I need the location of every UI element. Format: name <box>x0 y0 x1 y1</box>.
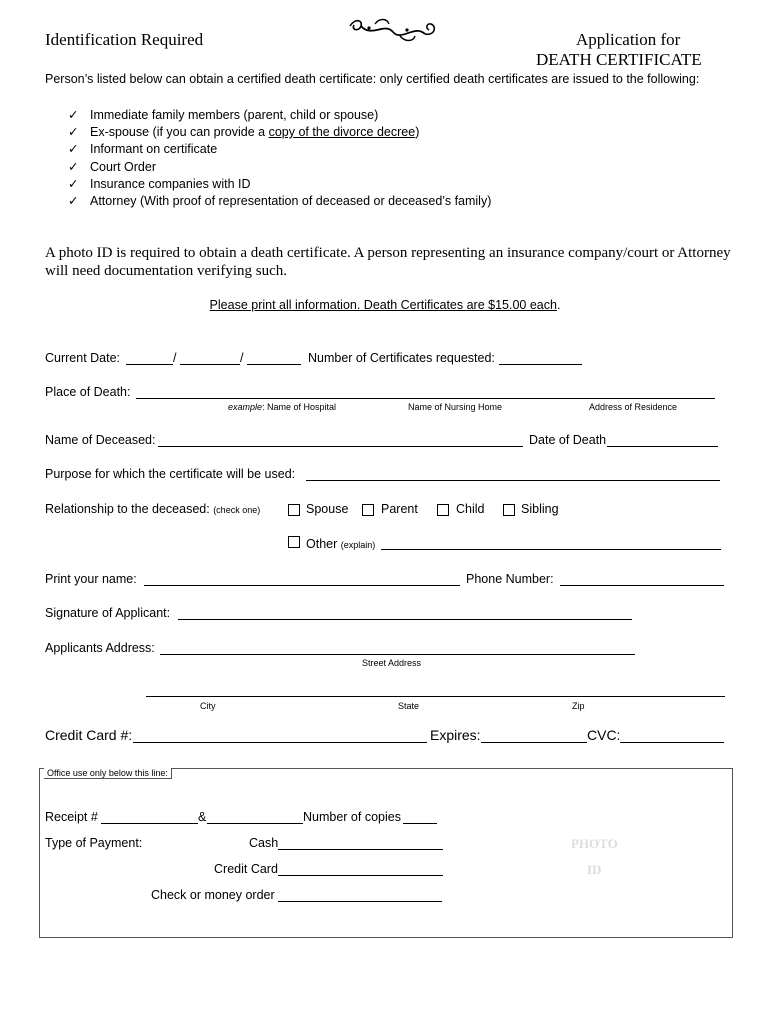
parent-option-label: Parent <box>381 502 418 516</box>
list-item: ✓ Attorney (With proof of representation of deceased or deceased’s family) <box>68 193 492 208</box>
office-use-label: Office use only below this line: <box>44 768 172 779</box>
cvc-label: CVC: <box>587 727 621 743</box>
credit-card-payment-label: Credit Card <box>214 862 278 876</box>
payment-type-label: Type of Payment: <box>45 836 143 850</box>
parent-checkbox[interactable] <box>362 504 374 516</box>
other-explain-field[interactable] <box>381 549 721 550</box>
child-checkbox[interactable] <box>437 504 449 516</box>
date-day-field[interactable] <box>180 364 240 365</box>
place-hint-nursing-home: Name of Nursing Home <box>408 402 503 412</box>
receipt-second-field[interactable] <box>207 823 303 824</box>
divorce-decree-link[interactable]: copy of the divorce decree <box>268 125 416 140</box>
list-item: ✓ Court Order <box>68 159 156 174</box>
print-name-label: Print your name: <box>45 572 137 586</box>
deceased-name-label: Name of Deceased: <box>45 433 156 447</box>
credit-card-label: Credit Card #: <box>45 727 133 743</box>
check-mark-icon: ✓ <box>68 142 79 157</box>
expires-field[interactable] <box>481 742 587 743</box>
check-money-order-field[interactable] <box>278 901 442 902</box>
cvc-field[interactable] <box>620 742 724 743</box>
intro-text: Person’s listed below can obtain a certified death certificate: only certified death certificates are issued to the following: <box>45 72 700 86</box>
receipt-label: Receipt # <box>45 810 98 824</box>
num-certificates-field[interactable] <box>499 364 582 365</box>
eligibility-checklist <box>68 107 491 210</box>
signature-field[interactable] <box>178 619 632 620</box>
other-option-label: Other (explain) <box>306 537 376 551</box>
photo-id-placeholder-line2: ID <box>587 862 602 877</box>
deceased-name-field[interactable] <box>158 446 523 447</box>
place-of-death-label: Place of Death: <box>45 385 131 399</box>
date-separator: / <box>173 351 177 365</box>
place-hint-residence: Address of Residence <box>589 402 678 412</box>
relationship-label: Relationship to the deceased: (check one) <box>45 502 261 516</box>
current-date-label: Current Date: <box>45 351 121 365</box>
photo-id-placeholder-line1: PHOTO <box>571 836 618 851</box>
date-of-death-label: Date of Death <box>529 433 607 447</box>
check-mark-icon: ✓ <box>68 108 79 122</box>
expires-label: Expires: <box>430 727 481 743</box>
purpose-field[interactable] <box>306 480 720 481</box>
street-address-field[interactable] <box>160 654 635 655</box>
print-notice: Please print all information. Death Certificates are $15.00 each. <box>209 298 561 312</box>
purpose-label: Purpose for which the certificate will be used: <box>45 467 296 481</box>
num-certificates-label: Number of Certificates requested: <box>308 351 495 365</box>
sibling-checkbox[interactable] <box>503 504 515 516</box>
city-state-zip-field[interactable] <box>146 696 725 697</box>
state-hint: State <box>398 701 420 711</box>
sibling-option-label: Sibling <box>521 502 559 516</box>
signature-label: Signature of Applicant: <box>45 606 171 620</box>
receipt-field[interactable] <box>101 823 198 824</box>
spouse-checkbox[interactable] <box>288 504 300 516</box>
ampersand: & <box>198 810 207 824</box>
credit-card-payment-field[interactable] <box>278 875 443 876</box>
address-label: Applicants Address: <box>45 641 155 655</box>
scroll-ornament-icon <box>345 16 440 46</box>
cash-field[interactable] <box>278 849 443 850</box>
print-name-field[interactable] <box>144 585 460 586</box>
place-of-death-field[interactable] <box>136 398 715 399</box>
zip-hint: Zip <box>572 701 585 711</box>
header-right-title-line2: DEATH CERTIFICATE <box>536 50 702 69</box>
phone-number-field[interactable] <box>560 585 724 586</box>
date-month-field[interactable] <box>126 364 173 365</box>
number-of-copies-label: Number of copies <box>303 810 401 824</box>
child-option-label: Child <box>456 502 485 516</box>
other-checkbox[interactable] <box>288 536 300 548</box>
header-right-title-line1: Application for <box>576 30 681 49</box>
list-item: ✓ Ex-spouse (if you can provide a copy of the divorce decree) <box>68 125 420 140</box>
list-item: ✓ Immediate family members (parent, child or spouse) <box>68 108 379 122</box>
date-of-death-field[interactable] <box>607 446 718 447</box>
photo-id-notice: A photo ID is required to obtain a death certificate. A person representing an insurance company/court or Attorney will need documentation verifying such. <box>45 245 731 279</box>
check-mark-icon: ✓ <box>68 193 79 208</box>
phone-number-label: Phone Number: <box>466 572 554 586</box>
city-hint: City <box>200 701 216 711</box>
place-hint-hospital: example: Name of Hospital <box>228 402 337 412</box>
office-use-box <box>39 768 733 938</box>
street-address-hint: Street Address <box>362 658 422 668</box>
check-mark-icon: ✓ <box>68 125 79 140</box>
header-left-title: Identification Required <box>45 30 204 49</box>
check-money-order-label: Check or money order <box>151 888 275 902</box>
check-mark-icon: ✓ <box>68 159 79 174</box>
spouse-option-label: Spouse <box>306 502 349 516</box>
list-item: ✓ Insurance companies with ID <box>68 176 251 191</box>
date-year-field[interactable] <box>247 364 301 365</box>
credit-card-field[interactable] <box>133 742 427 743</box>
cash-label: Cash <box>249 836 279 850</box>
check-mark-icon: ✓ <box>68 176 79 191</box>
list-item: ✓ Informant on certificate <box>68 142 218 157</box>
number-of-copies-field[interactable] <box>403 823 437 824</box>
date-separator: / <box>240 351 244 365</box>
